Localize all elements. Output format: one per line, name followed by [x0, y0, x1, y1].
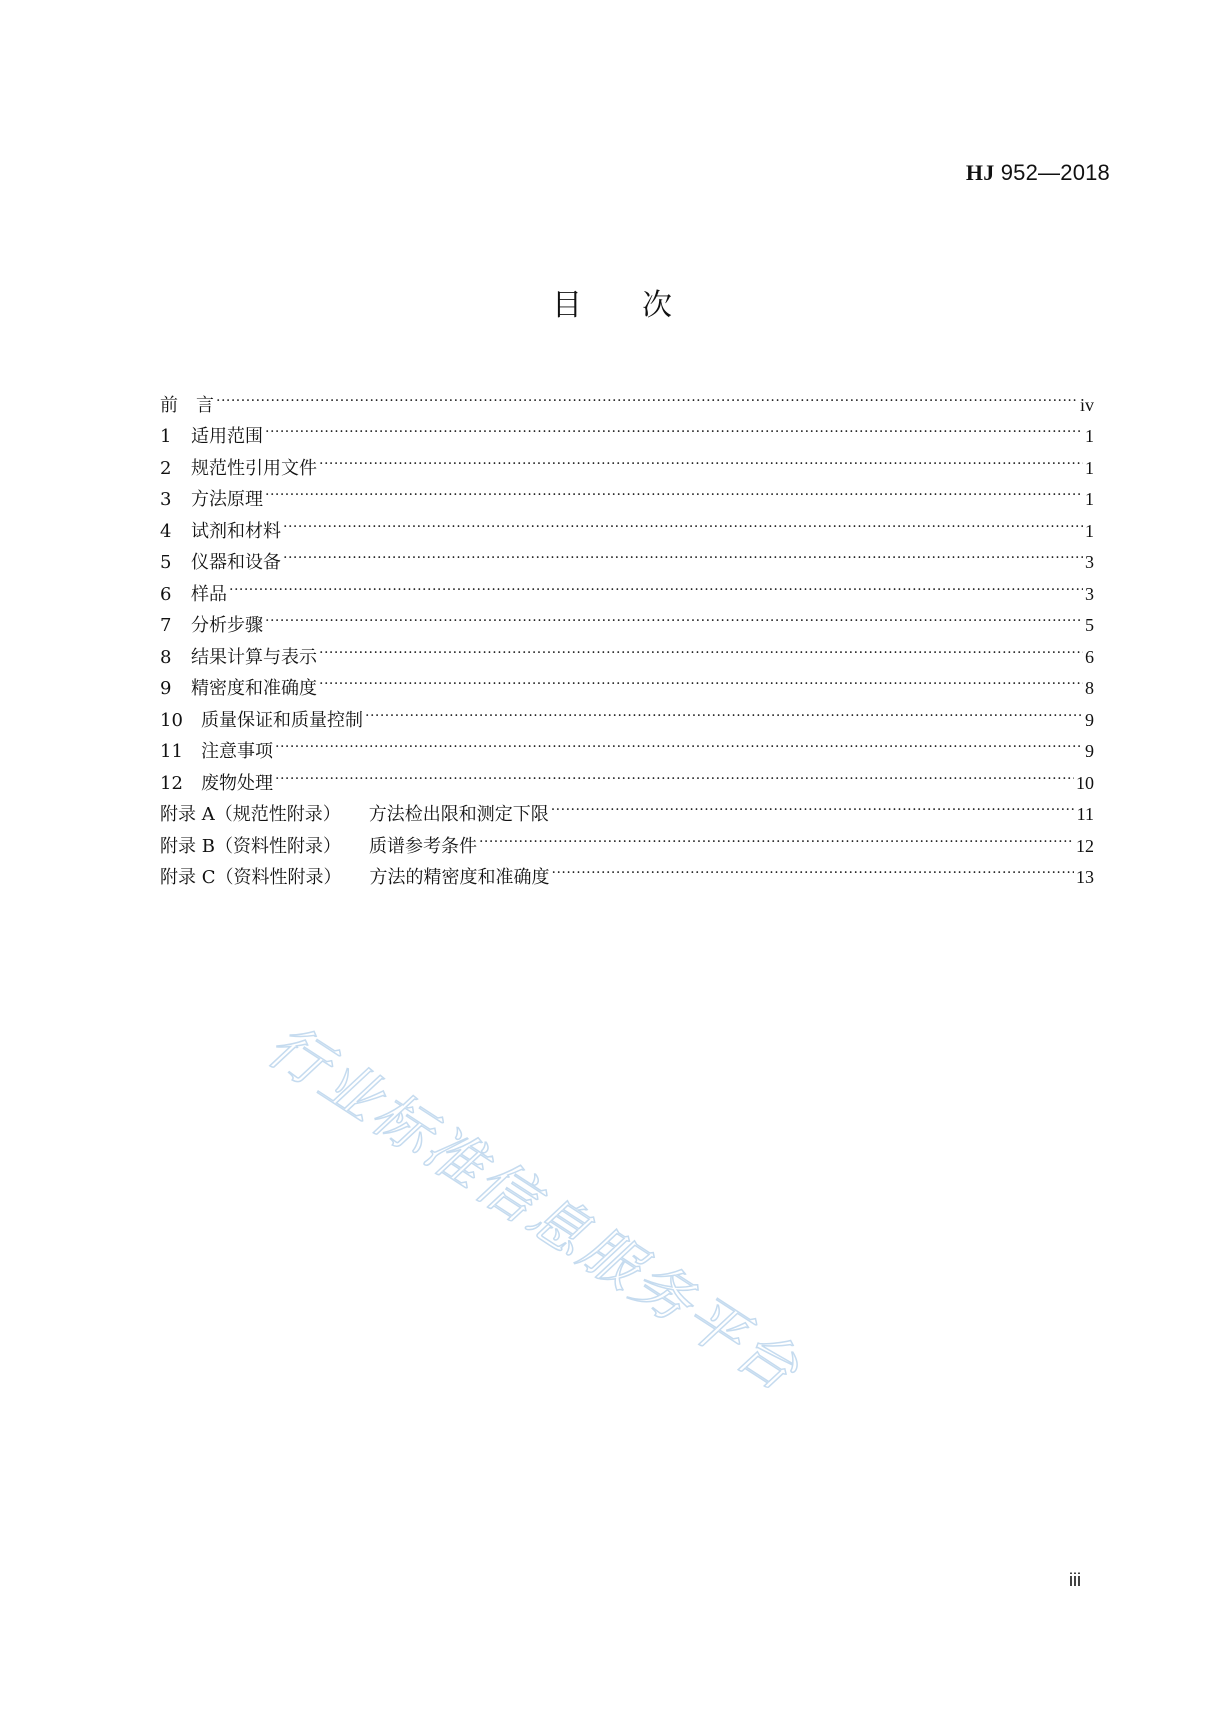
toc-entry-page: 1 [1085, 489, 1094, 509]
toc-appendix-label: 附录 A（规范性附录） [160, 804, 341, 825]
toc-appendix-label: 附录 B（资料性附录） [160, 835, 341, 857]
toc-entry-text: 注意事项 [201, 741, 273, 762]
toc-title: 目次 [552, 288, 732, 323]
toc-entry-number: 4 [160, 520, 172, 542]
toc-leader-dots [319, 442, 1083, 474]
toc-entry-text: 质量保证和质量控制 [201, 709, 363, 731]
standard-code-number: 952—2018 [994, 160, 1110, 185]
toc-leader-dots [283, 537, 1083, 569]
toc-entry-page: 1 [1085, 520, 1094, 541]
toc-entry-text: 方法检出限和测定下限 [368, 804, 549, 825]
toc-entry-page: 3 [1085, 552, 1094, 572]
toc-leader-dots [265, 600, 1083, 632]
toc-entry-page: 3 [1085, 583, 1094, 604]
toc-entry-page: 5 [1085, 615, 1094, 635]
toc-entry-page: 13 [1076, 867, 1094, 887]
toc-leader-dots [283, 505, 1083, 537]
toc-leader-dots [275, 757, 1074, 789]
toc-entry-text: 结果计算与表示 [191, 646, 317, 668]
toc-leader-dots [479, 820, 1074, 852]
toc-entry-text: 适用范围 [191, 426, 263, 447]
toc-entry-number: 5 [160, 552, 172, 573]
toc-leader-dots [365, 694, 1083, 726]
toc-entry-6[interactable] [160, 568, 1094, 605]
toc-entry-number: 12 [160, 772, 183, 794]
toc-entry-11[interactable] [160, 726, 1094, 762]
toc-entry-12[interactable] [160, 757, 1094, 794]
toc-leader-dots [551, 789, 1075, 821]
toc-entry-number: 6 [160, 583, 172, 605]
toc-entry-page: 9 [1085, 709, 1094, 730]
toc-entry-text: 前 言 [160, 394, 214, 416]
toc-leader-dots [275, 726, 1083, 758]
toc-entry-number: 11 [160, 741, 183, 762]
toc-entry-foreword[interactable] [160, 379, 1094, 416]
table-of-contents [160, 379, 1094, 888]
toc-entry-number: 9 [160, 678, 172, 699]
toc-leader-dots [229, 568, 1083, 600]
toc-entry-number: 3 [160, 489, 172, 510]
toc-leader-dots [265, 474, 1083, 506]
toc-entry-page: 1 [1085, 426, 1094, 446]
toc-entry-text: 质谱参考条件 [368, 835, 477, 857]
standard-code-prefix: HJ [965, 160, 995, 185]
toc-entry-number: 8 [160, 646, 172, 668]
toc-entry-7[interactable] [160, 600, 1094, 636]
toc-entry-page: 10 [1076, 772, 1094, 793]
toc-leader-dots [319, 631, 1083, 663]
toc-entry-1[interactable] [160, 411, 1094, 447]
toc-leader-dots [552, 852, 1075, 884]
toc-entry-text: 废物处理 [201, 772, 273, 794]
toc-leader-dots [265, 411, 1083, 443]
toc-entry-number: 2 [160, 457, 172, 479]
toc-entry-page: iv [1079, 394, 1094, 415]
standard-code [966, 160, 1110, 186]
toc-entry-text: 精密度和准确度 [191, 678, 317, 699]
page-number: iii [1069, 1570, 1081, 1590]
toc-entry-text: 规范性引用文件 [191, 457, 317, 479]
watermark: 行业标准信息服务平台 [255, 1010, 813, 1406]
toc-entry-number: 7 [160, 615, 172, 636]
toc-leader-dots [319, 663, 1083, 695]
toc-entry-page: 8 [1085, 678, 1094, 698]
toc-entry-text: 分析步骤 [191, 615, 263, 636]
toc-entry-page: 1 [1085, 457, 1094, 478]
toc-entry-page: 11 [1076, 804, 1094, 824]
toc-leader-dots [216, 379, 1078, 411]
toc-entry-5[interactable] [160, 537, 1094, 573]
toc-entry-page: 9 [1085, 741, 1094, 761]
toc-entry-8[interactable] [160, 631, 1094, 668]
toc-entry-text: 方法原理 [191, 489, 263, 510]
toc-entry-text: 仪器和设备 [191, 552, 281, 573]
toc-entry-page: 6 [1085, 646, 1094, 667]
toc-entry-appendix-a[interactable] [160, 789, 1094, 825]
toc-entry-3[interactable] [160, 474, 1094, 510]
toc-entry-number: 1 [160, 426, 172, 447]
toc-entry-text: 试剂和材料 [191, 520, 281, 542]
toc-entry-text: 样品 [191, 583, 227, 605]
toc-entry-number: 10 [160, 709, 183, 731]
toc-entry-4[interactable] [160, 505, 1094, 542]
toc-entry-page: 12 [1076, 835, 1094, 856]
toc-appendix-label: 附录 C（资料性附录） [160, 867, 342, 888]
toc-entry-text: 方法的精密度和准确度 [369, 867, 550, 888]
toc-entry-2[interactable] [160, 442, 1094, 479]
